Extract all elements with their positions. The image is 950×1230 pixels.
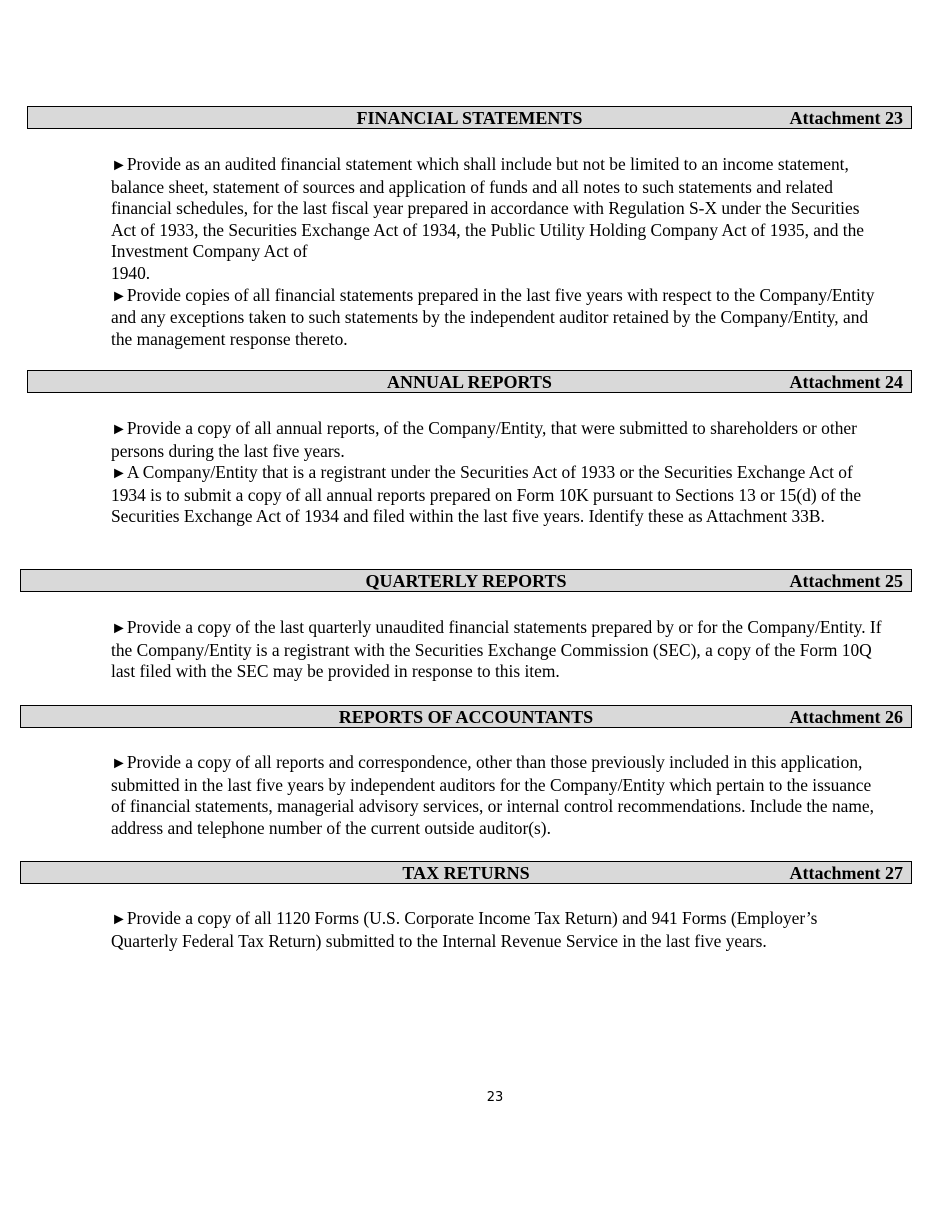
section-body-quarterly-reports xyxy=(111,617,886,683)
bullet-arrow-icon: ► xyxy=(111,465,127,483)
section-title: TAX RETURNS xyxy=(402,863,530,883)
page-number: 23 xyxy=(486,1090,504,1105)
attachment-label: Attachment 23 xyxy=(789,108,903,128)
attachment-label: Attachment 24 xyxy=(789,372,903,392)
section-header-tax-returns xyxy=(20,861,912,884)
section-body-reports-of-accountants xyxy=(111,752,886,839)
instruction-paragraph: ►Provide a copy of all 1120 Forms (U.S. Corporate Income Tax Return) and 941 Forms (Employer’s Quarterly Federal Tax Return) submitted to the Internal Revenue Service in the last five years. xyxy=(111,908,818,951)
section-body-annual-reports xyxy=(111,418,886,528)
section-header-reports-of-accountants xyxy=(20,705,912,728)
section-header-annual-reports xyxy=(27,370,912,393)
instruction-paragraph: ►Provide a copy of all annual reports, of the Company/Entity, that were submitted to shareholders or other persons during the last five years. xyxy=(111,418,857,461)
paragraph-tail: 1940. xyxy=(111,262,151,283)
section-title: REPORTS OF ACCOUNTANTS xyxy=(338,707,594,727)
attachment-label: Attachment 27 xyxy=(789,863,903,883)
instruction-paragraph: ►Provide as an audited financial statement which shall include but not be limited to an income statement, balance sheet, statement of sources and application of funds and all notes to such statements and related financial schedules, for the last fiscal year prepared in accordance with Regulation S-X under the Securities Act of 1933, the Securities Exchange Act of 1934, the Public Utility Holding Company Act of 1935, and the Investment Company Act of 1940. xyxy=(111,154,864,283)
bullet-arrow-icon: ► xyxy=(111,911,127,928)
instruction-paragraph: ►Provide a copy of all reports and correspondence, other than those previously included in this application, submitted in the last five years by independent auditors for the Company/Entity which pertain to the issuance of financial statements, managerial advisory services, or internal control recommendations. Include the name, address and telephone number of the current outside auditor(s). xyxy=(111,752,874,838)
section-body-tax-returns xyxy=(111,908,886,952)
section-title: ANNUAL REPORTS xyxy=(387,372,552,392)
section-title: FINANCIAL STATEMENTS xyxy=(356,108,583,128)
instruction-paragraph: ►Provide a copy of the last quarterly unaudited financial statements prepared by or for the Company/Entity. If the Company/Entity is a registrant with the Securities Exchange Commission (SEC), a copy of the Form 10Q last filed with the SEC may be provided in response to this item. xyxy=(111,617,882,682)
instruction-paragraph: ►Provide copies of all financial statements prepared in the last five years with respect to the Company/Entity and any exceptions taken to such statements by the independent auditor retained by the Company/Entity, and the management response thereto. xyxy=(111,284,875,349)
attachment-label: Attachment 26 xyxy=(789,707,903,727)
bullet-arrow-icon: ► xyxy=(111,157,127,174)
bullet-arrow-icon: ► xyxy=(111,755,127,772)
bullet-arrow-icon: ► xyxy=(111,287,127,305)
section-header-financial-statements xyxy=(27,106,912,129)
section-title: QUARTERLY REPORTS xyxy=(365,571,567,591)
attachment-label: Attachment 25 xyxy=(789,571,903,591)
bullet-arrow-icon: ► xyxy=(111,421,127,438)
section-header-quarterly-reports xyxy=(20,569,912,592)
instruction-paragraph: ►A Company/Entity that is a registrant under the Securities Act of 1933 or the Securities Exchange Act of 1934 is to submit a copy of all annual reports prepared on Form 10K pursuant to Sections 13 or 15(d) of the Securities Exchange Act of 1934 and filed within the last five years. Identify these as Attachment 33B. xyxy=(111,462,862,527)
bullet-arrow-icon: ► xyxy=(111,620,127,637)
section-body-financial-statements xyxy=(111,154,886,350)
